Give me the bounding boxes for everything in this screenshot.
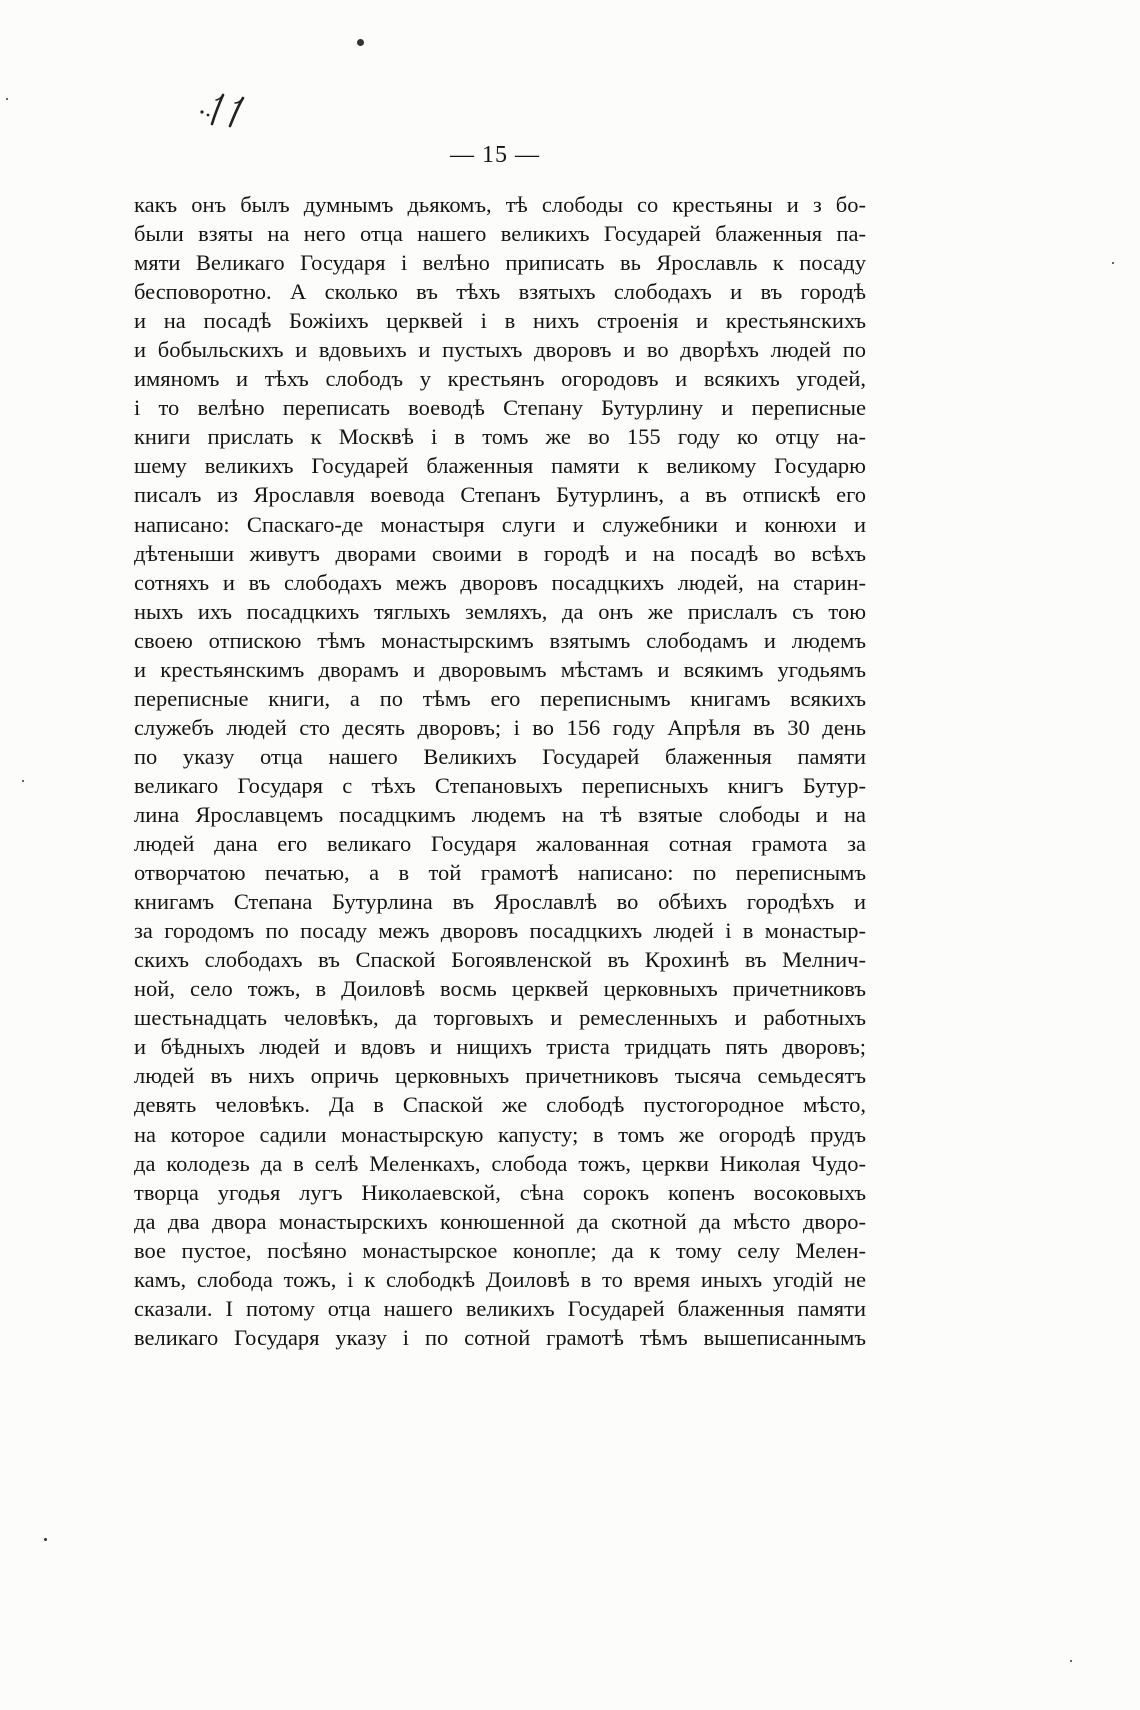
text-line: и бѣдныхъ людей и вдовъ и нищихъ триста тридцать пять дворовъ; (134, 1034, 866, 1060)
text-line: людей дана его великаго Государя жалованная сотная грамота за (134, 831, 866, 857)
text-line: отворчатою печатью, а в той грамотѣ написано: по переписнымъ (134, 860, 866, 886)
dust-speck (22, 780, 24, 782)
text-line: да колодезь да в селѣ Меленкахъ, слобода тожъ, церкви Николая Чудо- (134, 1150, 866, 1176)
text-line: великаго Государя с тѣхъ Степановыхъ переписныхъ книгъ Бутур- (134, 772, 866, 798)
text-line: девять человѣкъ. Да в Спаской же слободѣ пустогородное мѣсто, (134, 1092, 866, 1118)
text-line: по указу отца нашего Великихъ Государей блаженныя памяти (134, 743, 866, 769)
text-line: своею отпискою тѣмъ монастырскимъ взятымъ слободамъ и людемъ (134, 627, 866, 653)
text-line: книгамъ Степана Бутурлина въ Ярославлѣ во обѣихъ городѣхъ и (134, 889, 866, 915)
handwritten-pen-mark (190, 88, 260, 133)
text-line: сотняхъ и въ слободахъ межъ дворовъ посадцкихъ людей, на старин- (134, 569, 866, 595)
dust-speck (44, 1538, 47, 1541)
text-line: ныхъ ихъ посадцкихъ тяглыхъ земляхъ, да онъ же прислалъ съ тою (134, 598, 866, 624)
dust-speck (1112, 262, 1114, 264)
text-line: лина Ярославцемъ посадцкимъ людемъ на тѣ взятые слободы и на (134, 801, 866, 827)
text-line: великаго Государя указу і по сотной грамотѣ тѣмъ вышеписаннымъ (134, 1324, 866, 1350)
text-line: на которое садили монастырскую капусту; в томъ же огородѣ прудъ (134, 1121, 866, 1147)
body-text (134, 190, 866, 1352)
text-line: книги прислать к Москвѣ і в томъ же во 155 году ко отцу на- (134, 424, 866, 450)
text-line: шему великихъ Государей блаженныя памяти к великому Государю (134, 453, 866, 479)
dust-speck (1070, 1660, 1072, 1662)
text-line: какъ онъ былъ думнымъ дьякомъ, тѣ слободы со крестьяны и з бо- (134, 192, 866, 217)
text-line: и крестьянскимъ дворамъ и дворовымъ мѣстамъ и всякимъ угодьямъ (134, 656, 866, 682)
text-line: и на посадѣ Божіихъ церквей і в нихъ строенія и крестьянскихъ (134, 308, 866, 334)
text-line: творца угодья лугъ Николаевской, сѣна сорокъ копенъ восоковыхъ (134, 1179, 866, 1205)
text-line: сказали. I потому отца нашего великихъ Государей блаженныя памяти (134, 1295, 866, 1321)
text-line: были взяты на него отца нашего великихъ Государей блаженныя па- (134, 221, 866, 247)
dust-speck (6, 98, 8, 100)
text-line: написано: Спаскаго-де монастыря слуги и служебники и конюхи и (134, 511, 866, 537)
text-line: шестьнадцать человѣкъ, да торговыхъ и ремесленныхъ и работныхъ (134, 1005, 866, 1031)
text-line: вое пустое, посѣяно монастырское конопле; да к тому селу Мелен- (134, 1237, 866, 1263)
text-line: камъ, слобода тожъ, і к слободкѣ Доиловѣ в то время иныхъ угодій не (134, 1266, 866, 1292)
text-line: за городомъ по посаду межъ дворовъ посадцкихъ людей і в монастыр- (134, 918, 866, 944)
text-line: имяномъ и тѣхъ слободъ у крестьянъ огородовъ и всякихъ угодей, (134, 366, 866, 392)
text-line: дѣтеныши живутъ дворами своими в городѣ и на посадѣ во всѣхъ (134, 540, 866, 566)
text-line: да два двора монастырскихъ конюшенной да скотной да мѣсто дворо- (134, 1208, 866, 1234)
text-line: переписные книги, а по тѣмъ его переписнымъ книгамъ всякихъ (134, 685, 866, 711)
page-number: — 15 — (450, 142, 540, 168)
text-line: бесповоротно. А сколько въ тѣхъ взятыхъ слободахъ и въ городѣ (134, 279, 866, 305)
text-line: мяти Великаго Государя і велѣно приписать вь Ярославль к посаду (134, 250, 866, 276)
dust-speck (357, 39, 364, 46)
text-line: і то велѣно переписать воеводѣ Степану Бутурлину и переписные (134, 395, 866, 421)
text-line: служебъ людей сто десять дворовъ; і во 156 году Апрѣля въ 30 день (134, 714, 866, 740)
text-line: писалъ из Ярославля воевода Степанъ Бутурлинъ, а въ отпискѣ его (134, 482, 866, 508)
text-line: людей въ нихъ опричь церковныхъ причетниковъ тысяча семьдесятъ (134, 1063, 866, 1089)
text-line: ной, село тожъ, в Доиловѣ восмь церквей церковныхъ причетниковъ (134, 976, 866, 1002)
text-line: скихъ слободахъ въ Спаской Богоявленской въ Крохинѣ въ Мелнич- (134, 947, 866, 973)
text-line: и бобыльскихъ и вдовьихъ и пустыхъ дворовъ и во дворѣхъ людей по (134, 337, 866, 363)
